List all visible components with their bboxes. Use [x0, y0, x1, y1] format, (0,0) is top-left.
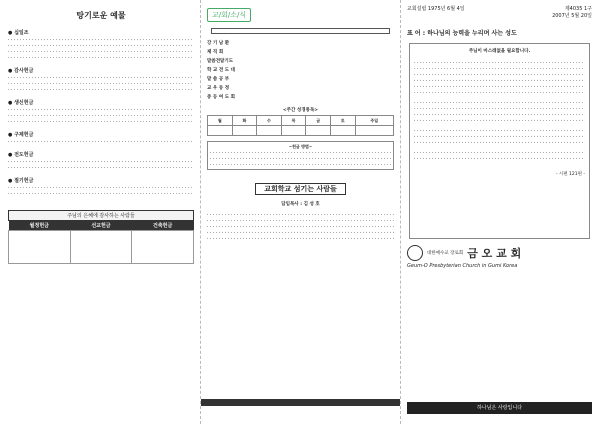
news-item: 제 직 회: [207, 50, 224, 55]
news-item: 말 씀 공 부: [207, 77, 230, 82]
offerings-column: [0, 0, 200, 424]
church-logo-icon: [407, 245, 423, 261]
section-heading: ● 절기헌금: [8, 178, 34, 184]
week-reading-table: 월 화 수 목 금 토 주일: [207, 115, 394, 136]
verse-reference: - 시편 121편 -: [555, 172, 585, 177]
name-list-line: [8, 86, 194, 92]
section-heading: ● 십일조: [8, 30, 29, 36]
church-english-name: Geum-O Presbyterian Church in Gumi Korea: [407, 263, 518, 269]
offerings-title: 탕기로운 예물: [76, 11, 126, 20]
section-heading: ● 구제헌금: [8, 132, 34, 138]
name-list-line: [8, 190, 194, 196]
church-identity: [407, 245, 592, 261]
staff-list: [207, 211, 394, 241]
church-denomination: 대한예수교 장로회: [427, 250, 464, 256]
offer-method-title: ~헌금 방법~: [288, 144, 313, 149]
verse-heading: 주님이 마스레없을 필요합니다.: [468, 49, 531, 54]
news-item: 중 등 여 도 회: [207, 95, 236, 100]
table-header: 건축헌금: [132, 221, 194, 231]
news-badge: 교/회/소/식: [207, 8, 251, 22]
cover-column: [400, 0, 600, 424]
section-heading: ● 전도헌금: [8, 152, 34, 158]
news-item: 교 우 동 정: [207, 86, 230, 91]
news-item: 강 기 남 환: [207, 41, 230, 46]
name-list-line: [8, 54, 194, 60]
cover-footer: 하나님은 사랑입니다: [407, 402, 592, 414]
staff-title-box: [207, 176, 394, 195]
thanks-ribbon: 주님의 은혜에 감사하는 사람들: [8, 210, 194, 221]
church-name: 금 오 교 회: [467, 247, 522, 260]
news-topbox: [211, 28, 390, 34]
news-footbar: [201, 399, 400, 406]
section-heading: ● 생신헌금: [8, 100, 34, 106]
section-heading: ● 감사헌금: [8, 68, 34, 74]
news-column: [200, 0, 400, 424]
name-list-line: [8, 164, 194, 170]
name-list-line: [8, 118, 194, 124]
founded-date: 교회설립 1975년 6월 4일: [407, 6, 465, 12]
table-header: 월정헌금: [9, 221, 71, 231]
offer-method-box: [207, 141, 394, 170]
staff-title: 교회학교 섬기는 사람들: [255, 183, 346, 195]
name-list-line: [8, 138, 194, 144]
issue-number: 제4035 1구: [564, 6, 592, 12]
publication-header: [407, 6, 592, 20]
news-item: 학 교 전 도 대: [207, 68, 236, 73]
church-motto: 표 어 : 하나님의 능력을 누리며 사는 성도: [407, 30, 517, 37]
issue-date: 2007년 5월 20일: [552, 13, 592, 19]
table-header: 선교헌금: [70, 221, 132, 231]
news-item: 말씀전달기도: [207, 59, 234, 64]
offering-table: [8, 221, 194, 264]
scripture-box: [409, 43, 590, 239]
pastor-line: 담임목사 : 김 성 호: [281, 202, 320, 207]
week-reading-title: <주간 성경통독>: [282, 108, 319, 113]
